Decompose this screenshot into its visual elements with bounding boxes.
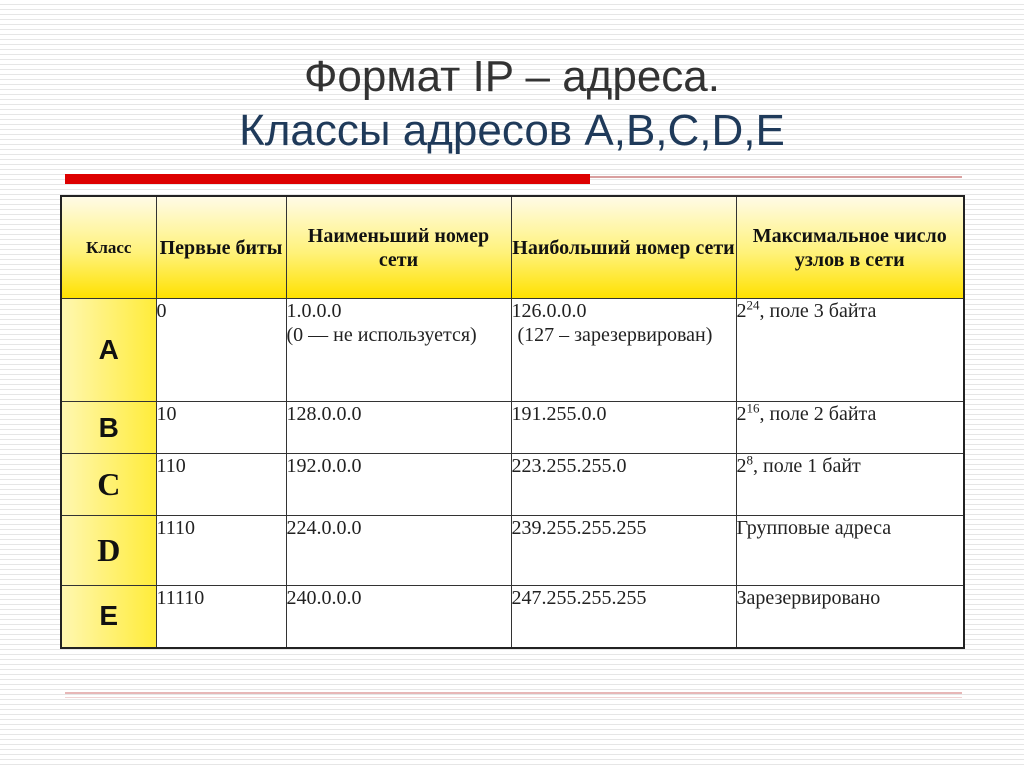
min-net-value: 1.0.0.0 [286, 300, 342, 322]
max-net-value: 126.0.0.0 [511, 300, 587, 322]
bits-cell: 11110 [156, 586, 286, 648]
max-net-cell: 239.255.255.255 [511, 516, 736, 586]
bits-cell: 110 [156, 454, 286, 516]
hosts-base: 2 [736, 300, 747, 322]
class-cell: E [61, 586, 156, 648]
max-net-cell [511, 299, 736, 402]
hosts-base: 2 [736, 403, 747, 425]
max-net-cell: 191.255.0.0 [511, 402, 736, 454]
bits-cell: 10 [156, 402, 286, 454]
header-first-bits: Первые биты [156, 196, 286, 299]
min-net-cell [286, 299, 511, 402]
min-net-cell: 240.0.0.0 [286, 586, 511, 648]
max-net-cell: 223.255.255.0 [511, 454, 736, 516]
title-line-1: Формат IP – адреса. [303, 52, 720, 101]
class-cell: D [61, 516, 156, 586]
class-cell: A [61, 299, 156, 402]
min-net-cell: 224.0.0.0 [286, 516, 511, 586]
max-net-cell: 247.255.255.255 [511, 586, 736, 648]
hosts-cell [736, 299, 964, 402]
ip-classes-table [60, 195, 965, 649]
hosts-cell [736, 402, 964, 454]
header-class: Класс [61, 196, 156, 299]
header-min-net: Наименьший номер сети [286, 196, 511, 299]
title-line-2: Классы адресов A,B,C,D,E [239, 106, 785, 155]
table-row [61, 402, 964, 454]
hosts-text: , поле 1 байт [753, 455, 861, 477]
hosts-exponent: 8 [746, 452, 753, 468]
header-max-hosts: Максимальное число узлов в сети [736, 196, 964, 299]
class-cell: C [61, 454, 156, 516]
slide-title [0, 50, 1024, 158]
min-net-note: (0 — не используется) [286, 324, 477, 346]
hosts-text: , поле 2 байта [759, 403, 877, 425]
table-row [61, 454, 964, 516]
min-net-cell: 128.0.0.0 [286, 402, 511, 454]
max-net-note: (127 – зарезервирован) [517, 324, 713, 346]
hosts-cell [736, 454, 964, 516]
hosts-cell: Групповые адреса [736, 516, 964, 586]
table-row [61, 299, 964, 402]
footer-divider-secondary [65, 697, 962, 698]
table-row [61, 586, 964, 648]
bits-cell: 1110 [156, 516, 286, 586]
hosts-exponent: 24 [746, 297, 760, 313]
hosts-base: 2 [736, 455, 747, 477]
min-net-cell: 192.0.0.0 [286, 454, 511, 516]
header-max-net: Наибольший номер сети [511, 196, 736, 299]
footer-divider [65, 692, 962, 694]
title-divider-thin [590, 176, 962, 178]
class-cell: B [61, 402, 156, 454]
hosts-text: , поле 3 байта [759, 300, 877, 322]
bits-cell: 0 [156, 299, 286, 402]
hosts-exponent: 16 [746, 400, 760, 416]
table-header-row [61, 196, 964, 299]
table-row [61, 516, 964, 586]
hosts-cell: Зарезервировано [736, 586, 964, 648]
title-divider-red [65, 174, 590, 184]
